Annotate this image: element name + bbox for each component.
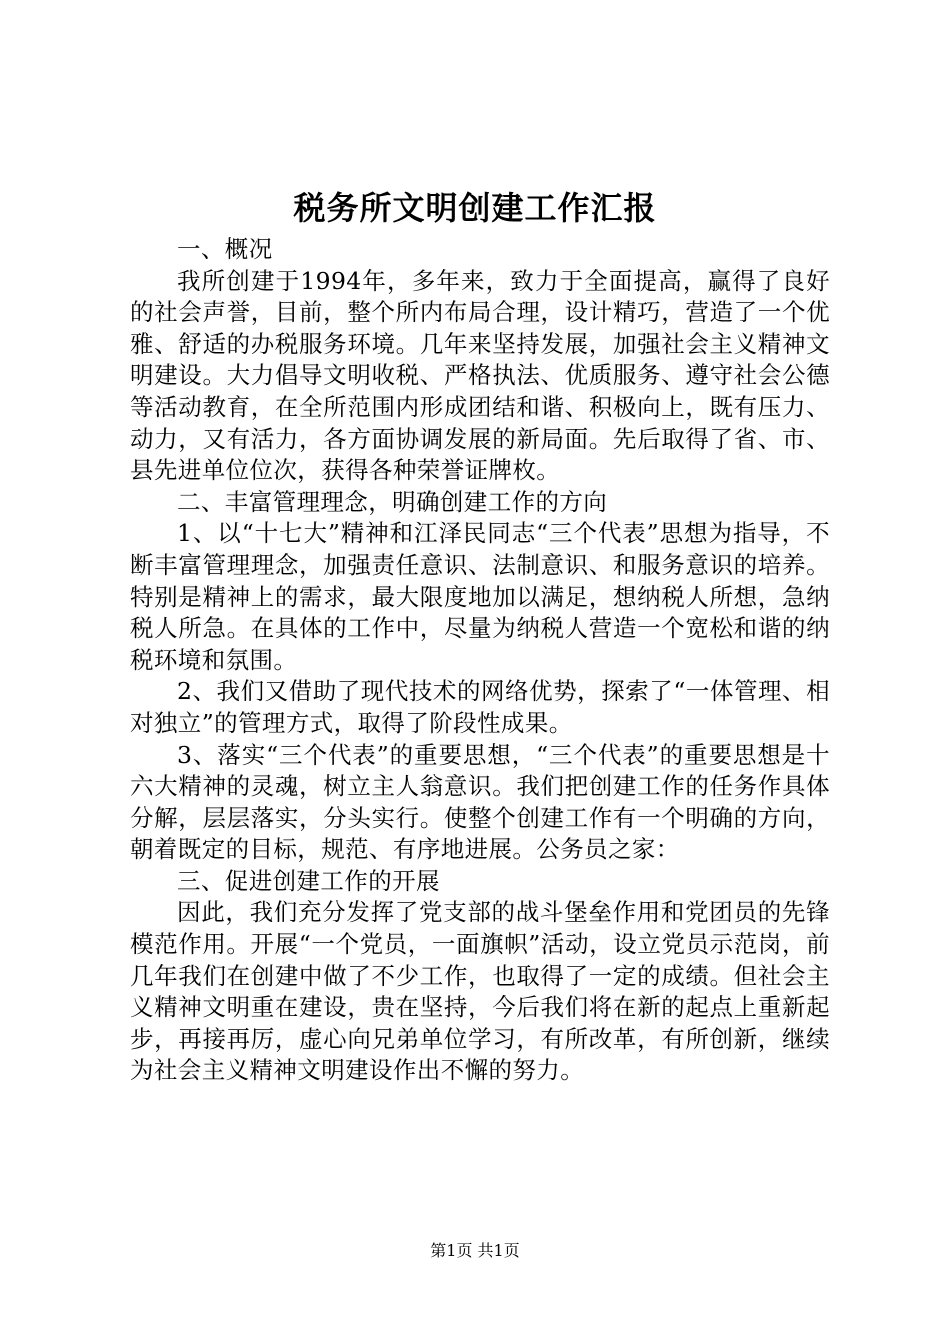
document-title: 税务所文明创建工作汇报 (293, 189, 657, 227)
section-heading-overview: 一、概况 (177, 235, 273, 263)
paragraph-item-2: 2、我们又借助了现代技术的网络优势，探索了“一体管理、相对独立”的管理方式，取得了阶段性成果。 (130, 677, 830, 737)
paragraph-overview: 我所创建于1994年，多年来，致力于全面提高，赢得了良好的社会声誉，目前，整个所内布局合理，设计精巧，营造了一个优雅、舒适的办税服务环境。几年来坚持发展，加强社会主义精神文明建设。大力倡导文明收税、严格执法、优质服务、遵守社会公德等活动教育，在全所范围内形成团结和谐、积极向上，既有压力、动力，又有活力，各方面协调发展的新局面。先后取得了省、市、县先进单位位次，获得各种荣誉证牌枚。 (130, 266, 830, 485)
page-footer: 第1页 共1页 (430, 1241, 520, 1260)
paragraph-promotion: 因此，我们充分发挥了党支部的战斗堡垒作用和党团员的先锋模范作用。开展“一个党员，一面旗帜”活动，设立党员示范岗，前几年我们在创建中做了不少工作，也取得了一定的成绩。但社会主义精神文明重在建设，贵在坚持，今后我们将在新的起点上重新起步，再接再厉，虚心向兄弟单位学习，有所改革，有所创新，继续为社会主义精神文明建设作出不懈的努力。 (130, 898, 830, 1085)
document-body (130, 234, 830, 1087)
section-heading-management: 二、丰富管理理念，明确创建工作的方向 (177, 487, 608, 516)
section-heading-promotion: 三、促进创建工作的开展 (177, 866, 440, 895)
paragraph-item-3: 3、落实“三个代表”的重要思想，“三个代表”的重要思想是十六大精神的灵魂，树立主人翁意识。我们把创建工作的任务作具体分解，层层落实，分头实行。使整个创建工作有一个明确的方向，朝着既定的目标，规范、有序地进展。公务员之家： (130, 740, 830, 864)
paragraph-item-1: 1、以“十七大”精神和江泽民同志“三个代表”思想为指导，不断丰富管理理念，加强责任意识、法制意识、和服务意识的培养。特别是精神上的需求，最大限度地加以满足，想纳税人所想，急纳税人所急。在具体的工作中，尽量为纳税人营造一个宽松和谐的纳税环境和氛围。 (130, 519, 830, 674)
